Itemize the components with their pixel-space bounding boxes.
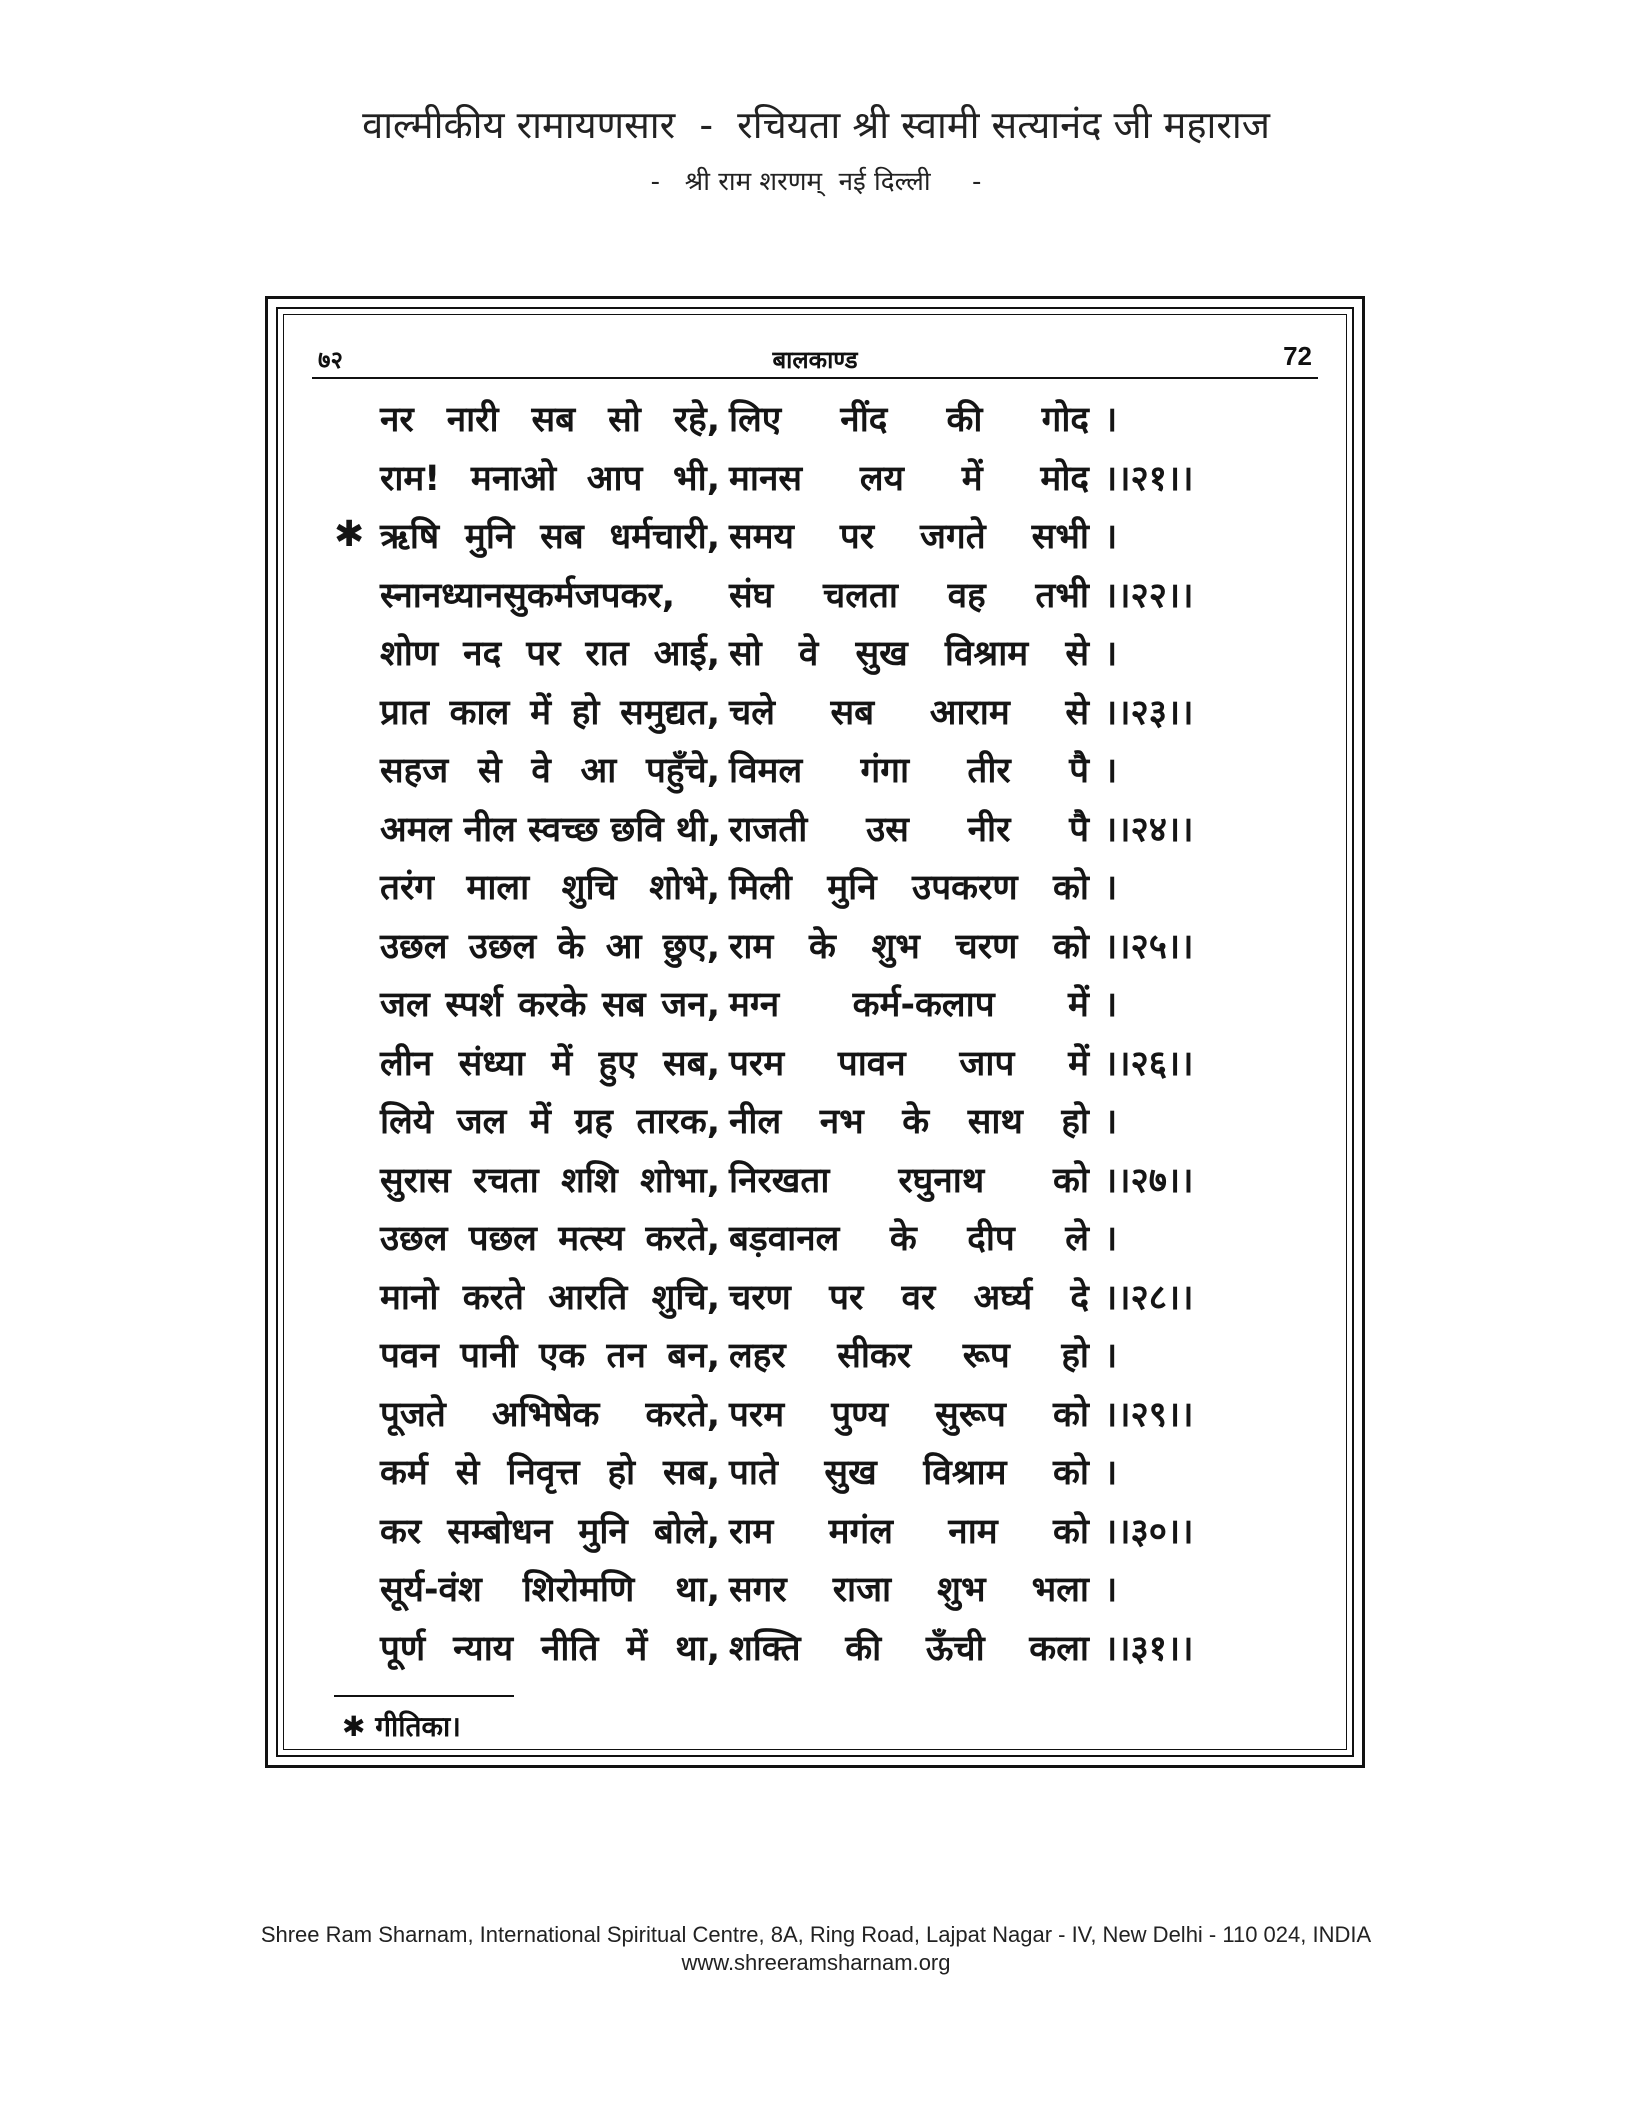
verse-end-mark: । <box>1104 751 1118 791</box>
verse-line <box>334 1438 1294 1497</box>
document-subtitle: - श्री राम शरणम् नई दिल्ली - <box>650 167 982 197</box>
verse-second-half: राजती उस नीर पै <box>729 809 1089 850</box>
verse-end-mark: । <box>1104 1570 1118 1610</box>
verse-end-mark: । <box>1104 1336 1118 1376</box>
verse-second-half: चले सब आराम से <box>729 692 1089 733</box>
verse-end-mark: । <box>1104 517 1118 557</box>
page-number: 72 <box>1283 341 1312 371</box>
verse-line <box>334 1146 1294 1205</box>
footer-address: Shree Ram Sharnam, International Spiritual Centre, 8A, Ring Road, Lajpat Nagar - IV, New Delhi - 110 024, INDIA <box>260 1922 1372 1947</box>
verse-first-half: जल स्पर्श करके सब जन, <box>380 985 720 1025</box>
verse-line <box>334 1087 1294 1146</box>
verse-line <box>334 795 1294 854</box>
verse-second-half: राम के शुभ चरण को <box>729 926 1089 967</box>
page-number-devanagari: ७२ <box>318 346 343 374</box>
verse-first-half: लीन संध्या में हुए सब, <box>380 1043 720 1084</box>
verse-end-mark: । <box>1104 1453 1118 1493</box>
verse-second-half: चरण पर वर अर्घ्य दे <box>729 1277 1089 1318</box>
verse-second-half: पाते सुख विश्राम को <box>729 1453 1089 1493</box>
verse-end-mark: । <box>1104 400 1118 440</box>
verse-first-half: प्रात काल में हो समुद्यत, <box>380 692 720 733</box>
verse-second-half: निरखता रघुनाथ को <box>729 1160 1089 1201</box>
verse-line <box>334 736 1294 795</box>
verse-line <box>334 619 1294 678</box>
verse-first-half: पूर्ण न्याय नीति में था, <box>380 1628 720 1669</box>
verse-first-half: मानो करते आरति शुचि, <box>380 1277 720 1318</box>
section-title: बालकाण्ड <box>772 346 858 374</box>
verse-first-half: लिये जल में ग्रह तारक, <box>380 1102 720 1142</box>
verse-line <box>334 853 1294 912</box>
verse-second-half: शक्ति की ऊँची कला <box>729 1628 1089 1669</box>
verse-first-half: पवन पानी एक तन बन, <box>380 1336 720 1376</box>
verse-first-half: सुरास रचता शशि शोभा, <box>380 1160 720 1201</box>
document-title: वाल्मीकीय रामायणसार - रचियता श्री स्वामी सत्यानंद जी महाराज <box>362 103 1270 147</box>
verse-line <box>334 970 1294 1029</box>
verse-line <box>334 385 1294 444</box>
verse-end-mark: ।।२३।। <box>1104 692 1194 733</box>
verse-second-half: संघ चलता वह तभी <box>729 575 1089 616</box>
verse-first-half: ऋषि मुनि सब धर्मचारी, <box>380 517 720 557</box>
page-header <box>312 337 1318 379</box>
verse-first-half: स्नानध्यानसुकर्मजपकर, <box>380 575 676 616</box>
verse-end-mark: ।।२१।। <box>1104 458 1194 499</box>
verse-first-half: तरंग माला शुचि शोभे, <box>380 868 720 908</box>
verse-second-half: परम पुण्य सुरूप को <box>729 1394 1089 1435</box>
footnote-divider <box>334 1695 514 1697</box>
verse-end-mark: । <box>1104 985 1118 1025</box>
verse-second-half: मानस लय में मोद <box>729 458 1089 499</box>
verse-line <box>334 1263 1294 1322</box>
verse-line <box>334 1029 1294 1088</box>
verse-line <box>334 678 1294 737</box>
verse-second-half: सो वे सुख विश्राम से <box>729 634 1089 674</box>
verse-end-mark: ।।३०।। <box>1104 1511 1194 1552</box>
verse-first-half: कर्म से निवृत्त हो सब, <box>380 1453 720 1493</box>
verse-second-half: बड़वानल के दीप ले <box>729 1219 1089 1259</box>
verse-line <box>334 1497 1294 1556</box>
verse-second-half: मिली मुनि उपकरण को <box>729 868 1089 908</box>
verse-first-half: राम! मनाओ आप भी, <box>380 458 720 499</box>
verse-end-mark: ।।२९।। <box>1104 1394 1194 1435</box>
asterisk-icon: ✱ <box>342 1710 366 1743</box>
page-frame-innermost <box>283 314 1347 1750</box>
verse-line <box>334 1204 1294 1263</box>
verse-first-half: सूर्य-वंश शिरोमणि था, <box>380 1570 720 1610</box>
verse-end-mark: ।।२४।। <box>1104 809 1194 850</box>
verse-second-half: लिए नींद की गोद <box>729 400 1089 440</box>
verse-line <box>334 1555 1294 1614</box>
verse-end-mark: ।।२८।। <box>1104 1277 1194 1318</box>
verse-first-half: उछल उछल के आ छुए, <box>380 926 720 967</box>
verse-second-half: राम मगंल नाम को <box>729 1511 1089 1552</box>
verse-end-mark: ।।२५।। <box>1104 926 1194 967</box>
verse-line <box>334 912 1294 971</box>
footnote-text: गीतिका। <box>375 1710 461 1743</box>
asterisk-icon: ✱ <box>334 514 365 555</box>
verse-second-half: समय पर जगते सभी <box>729 517 1089 557</box>
footnote <box>342 1707 461 1745</box>
verse-line <box>334 1321 1294 1380</box>
verse-second-half: मग्न कर्म-कलाप में <box>729 985 1089 1025</box>
verse-second-half: नील नभ के साथ हो <box>729 1102 1089 1142</box>
page-frame-inner <box>276 307 1354 1757</box>
verse-end-mark: ।।२७।। <box>1104 1160 1194 1201</box>
verse-first-half: पूजते अभिषेक करते, <box>380 1394 720 1435</box>
verse-first-half: कर सम्बोधन मुनि बोले, <box>380 1511 720 1552</box>
page-frame <box>265 296 1365 1768</box>
verse-line <box>334 1614 1294 1673</box>
verse-end-mark: । <box>1104 1102 1118 1142</box>
verse-second-half: परम पावन जाप में <box>729 1043 1089 1084</box>
verse-end-mark: ।।२२।। <box>1104 575 1194 616</box>
footer-url[interactable]: www.shreeramsharnam.org <box>681 1950 951 1975</box>
verse-second-half: सगर राजा शुभ भला <box>729 1570 1089 1610</box>
verse-first-half: अमल नील स्वच्छ छवि थी, <box>380 809 721 850</box>
verse-second-half: विमल गंगा तीर पै <box>729 751 1089 791</box>
verse-list <box>334 385 1294 1672</box>
verse-first-half: उछल पछल मत्स्य करते, <box>380 1219 720 1259</box>
verse-end-mark: ।।२६।। <box>1104 1043 1194 1084</box>
verse-line <box>334 561 1294 620</box>
verse-first-half: शोण नद पर रात आई, <box>380 634 720 674</box>
verse-end-mark: । <box>1104 1219 1118 1259</box>
verse-second-half: लहर सीकर रूप हो <box>729 1336 1089 1376</box>
verse-end-mark: । <box>1104 868 1118 908</box>
verse-end-mark: । <box>1104 634 1118 674</box>
verse-line <box>334 1380 1294 1439</box>
verse-line <box>334 502 1294 561</box>
verse-first-half: नर नारी सब सो रहे, <box>380 400 720 440</box>
verse-first-half: सहज से वे आ पहुँचे, <box>380 751 720 791</box>
verse-line <box>334 444 1294 503</box>
verse-end-mark: ।।३१।। <box>1104 1628 1194 1669</box>
